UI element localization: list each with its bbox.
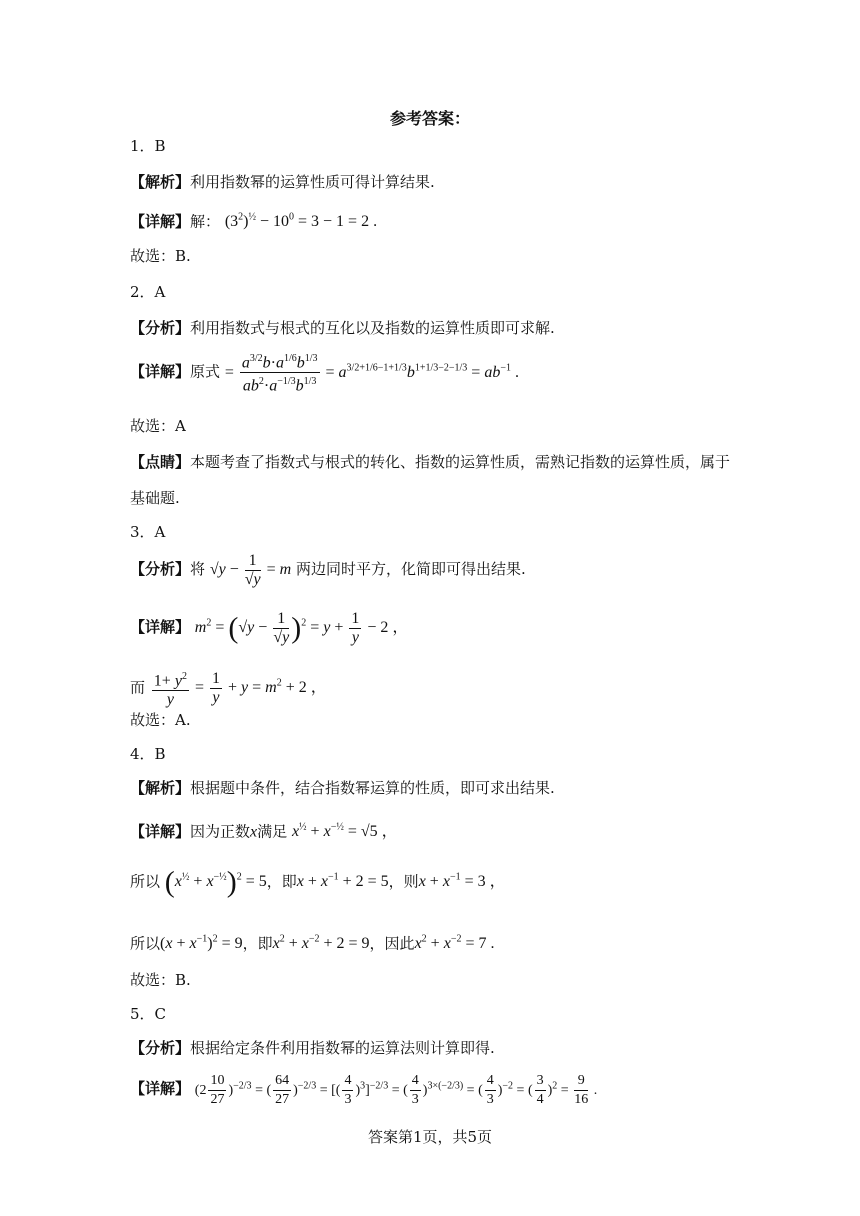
q4-formula-4: $x + x^{-1} = 3$ ， [418, 872, 506, 891]
q1-detail-prefix: 解： [190, 212, 221, 231]
q4-var-x: x [250, 823, 258, 841]
q2-detail-prefix: 原式 [190, 362, 221, 381]
q2-comment [130, 452, 730, 472]
q4-number: 4．B [130, 745, 166, 763]
q4-choice: 故选：B. [130, 971, 191, 989]
q3-choice: 故选：A. [130, 711, 191, 729]
q2-comment-text: 本题考查了指数式与根式的转化、指数的运算性质，需熟记指数的运算性质，属于 [190, 453, 731, 471]
q2-comment-cont: 基础题. [130, 489, 180, 507]
q4-analysis-text: 根据题中条件，结合指数幂运算的性质，即可求出结果. [190, 779, 555, 797]
q2-detail [130, 350, 519, 396]
q3-detail [130, 610, 408, 647]
q4-formula-7: $x^2 + x^{-2} = 7$ . [414, 934, 495, 953]
q1-detail [130, 208, 377, 232]
tag-jiexi: 【解析】 [130, 779, 191, 797]
q5-detail [130, 1072, 597, 1109]
q5-analysis [130, 1038, 495, 1058]
q4-ji-2: ，即 [242, 934, 273, 953]
tag-fenxi: 【分析】 [130, 1039, 191, 1057]
q4-suoyi: 所以 [130, 872, 161, 891]
q2-analysis-text: 利用指数式与根式的互化以及指数的运算性质即可求解. [190, 319, 555, 337]
tag-xiangjie: 【详解】 [130, 212, 191, 231]
q3-number: 3．A [130, 523, 166, 541]
page-footer: 答案第1页，共5页 [367, 1128, 493, 1146]
q3-er: 而 [130, 678, 146, 697]
q2-formula: = $\frac{a^{3/2}b\cdot a^{1/6}b^{1/3}}{ab^2\cdot a^{-1/3}b^{1/3}}$ = $a^{3/2+1/6-1+1/3}b^{1+1/3-2-1/3} = ab^{-1}$ . [225, 364, 519, 381]
q4-formula-2: $(x^{\frac{1}{2}} + x^{-\frac{1}{2}})^2 = 5$ [164, 865, 267, 899]
q4-detail-pre: 因为正数 [190, 822, 251, 841]
tag-xiangjie: 【详解】 [130, 822, 191, 841]
q4-formula-5: $(x + x^{-1})^2 = 9$ [160, 934, 243, 953]
tag-xiangjie: 【详解】 [130, 362, 191, 381]
q1-analysis [130, 172, 435, 192]
tag-xiangjie: 【详解】 [130, 618, 191, 637]
q4-formula-3: $x + x^{-1} + 2 = 5$ [296, 872, 389, 891]
q2-choice: 故选：A [130, 417, 186, 435]
q4-detail-mid: 满足 [257, 822, 288, 841]
q4-detail-3 [130, 930, 494, 954]
q4-detail [130, 818, 398, 842]
q1-choice: 故选：B. [130, 247, 191, 265]
q2-analysis [130, 318, 555, 338]
q1-analysis-text: 利用指数幂的运算性质可得计算结果. [190, 173, 435, 191]
q3-detail-2 [130, 668, 327, 709]
page-title: 参考答案： [389, 109, 470, 128]
q3-analysis-formula: √y − $\frac{1}{√y}$ = m [209, 552, 292, 588]
q4-formula-6: $x^2 + x^{-2} + 2 = 9$ [272, 934, 370, 953]
q4-yinci: ，因此 [369, 934, 415, 953]
q4-formula-1: $x^{\frac{1}{2}} + x^{-\frac{1}{2}} = √5$ ， [291, 822, 398, 841]
q4-ze: ，则 [388, 872, 419, 891]
tag-xiangjie: 【详解】 [130, 1079, 191, 1098]
tag-jiexi: 【解析】 [130, 173, 191, 191]
tag-fenxi: 【分析】 [130, 560, 191, 579]
q3-analysis-pre: 将 [190, 560, 206, 579]
tag-dianjing: 【点睛】 [130, 453, 191, 471]
q1-number: 1．B [130, 137, 166, 155]
q2-number: 2．A [130, 283, 166, 301]
q4-ji: ，即 [266, 872, 297, 891]
q5-analysis-text: 根据给定条件利用指数幂的运算法则计算即得. [190, 1039, 495, 1057]
tag-fenxi: 【分析】 [130, 319, 191, 337]
q4-suoyi-2: 所以 [130, 934, 161, 953]
q1-formula: $(3^2)^{\frac{1}{2}} - 10^0 = 3 - 1 = 2$ . [224, 212, 378, 231]
q3-analysis-post: 两边同时平方，化简即可得出结果. [296, 560, 526, 579]
q5-number: 5．C [130, 1005, 167, 1023]
q3-analysis [130, 552, 526, 589]
q3-formula-2: $\frac{1+ y^2}{y}$ = $\frac{1}{y}$ + $y = m^2 + 2$ ， [150, 679, 327, 696]
q3-formula-1: $m^2 = (√y$ − $\frac{1}{√y}$ )$^2$ = y + $\frac{1}{y}$ − 2 ， [194, 610, 409, 646]
q4-detail-2 [130, 865, 506, 899]
q4-analysis [130, 778, 555, 798]
q5-formula: (2 $\frac{10}{27}$ )$^{-2/3}$ = ( $\frac{64}{27}$ )$^{-2/3}$ = [( $\frac{4}{3}$ )$^3$]$^{-2/3}$ = ( $\frac{4}{3}$ )$^{3\times(-2/3)}$ = ( $\frac{4}{3}$ )$^{-2}$ = ( $\frac{3}{4}$ )$^2$ = $\frac{9}{16}$ . [194, 1073, 598, 1107]
